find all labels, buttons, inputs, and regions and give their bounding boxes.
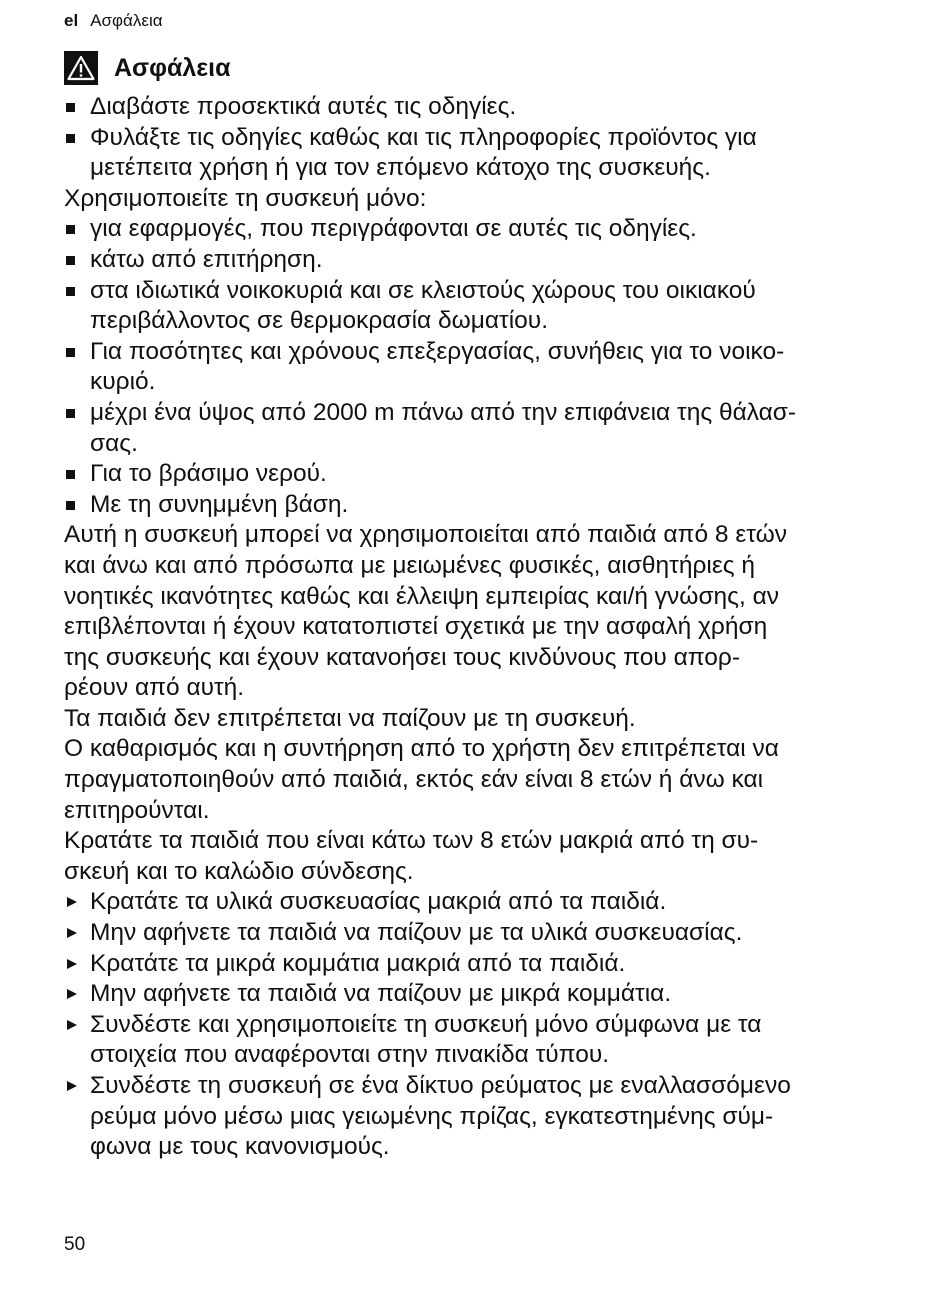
- list-item-text: κάτω από επιτήρηση.: [90, 245, 323, 273]
- action-item: [64, 979, 934, 1010]
- cleaning-paragraph: [64, 734, 934, 826]
- paragraph-line: Αυτή η συσκευή μπορεί να χρησιμοποιείται από παιδιά από 8 ετών: [64, 521, 787, 549]
- action-item-text: Μην αφήνετε τα παιδιά να παίζουν με μικρά κομμάτια.: [90, 980, 672, 1008]
- keep-away-paragraph: [64, 826, 934, 887]
- list-item-text: στα ιδιωτικά νοικοκυριά και σε κλειστούς χώρους του οικιακού: [90, 276, 756, 304]
- square-bullet-icon: [66, 348, 75, 357]
- action-steps-list: [64, 887, 934, 1162]
- list-item-text: Φυλάξτε τις οδηγίες καθώς και τις πληροφορίες προϊόντος για: [90, 123, 757, 151]
- paragraph-line: σκευή και το καλώδιο σύνδεσης.: [64, 857, 414, 885]
- action-item: [64, 887, 934, 918]
- square-bullet-icon: [66, 256, 75, 265]
- list-item-text: μετέπειτα χρήση ή για τον επόμενο κάτοχο της συσκευής.: [90, 154, 711, 182]
- paragraph-line: Ο καθαρισμός και η συντήρηση από το χρήστη δεν επιτρέπεται να: [64, 735, 779, 763]
- list-item-text: περιβάλλοντος σε θερμοκρασία δωματίου.: [90, 307, 548, 335]
- paragraph-line: επιβλέπονται ή έχουν κατατοπιστεί σχετικά με την ασφαλή χρήση: [64, 613, 768, 641]
- list-item: [64, 92, 934, 123]
- square-bullet-icon: [66, 287, 75, 296]
- triangle-arrow-icon: [67, 897, 77, 907]
- section-heading: [64, 50, 231, 86]
- warning-triangle-icon: [64, 51, 98, 85]
- square-bullet-icon: [66, 409, 75, 418]
- triangle-arrow-icon: [67, 989, 77, 999]
- paragraph-line: ρέουν από αυτή.: [64, 674, 245, 702]
- action-item: [64, 949, 934, 980]
- action-item: [64, 918, 934, 949]
- intended-use-intro: Χρησιμοποιείτε τη συσκευή μόνο:: [64, 184, 427, 212]
- section-title: Ασφάλεια: [114, 54, 231, 82]
- list-item-text: για εφαρμογές, που περιγράφονται σε αυτές τις οδηγίες.: [90, 215, 697, 243]
- list-item: [64, 398, 934, 459]
- reading-instructions-list: [64, 92, 934, 184]
- paragraph-line: πραγματοποιηθούν από παιδιά, εκτός εάν είναι 8 ετών ή άνω και: [64, 766, 764, 794]
- running-header: [64, 10, 163, 32]
- action-item-text: φωνα με τους κανονισμούς.: [90, 1133, 390, 1161]
- paragraph-line: επιτηρούνται.: [64, 796, 210, 824]
- action-item-text: ρεύμα μόνο μέσω μιας γειωμένης πρίζας, εγκατεστημένης σύμ-: [90, 1102, 774, 1130]
- action-item-text: Κρατάτε τα υλικά συσκευασίας μακριά από τα παιδιά.: [90, 888, 667, 916]
- square-bullet-icon: [66, 501, 75, 510]
- children-play-paragraph: Τα παιδιά δεν επιτρέπεται να παίζουν με τη συσκευή.: [64, 704, 636, 732]
- action-item: [64, 1010, 934, 1071]
- paragraph-line: νοητικές ικανότητες καθώς και έλλειψη εμπειρίας και/ή γνώσης, αν: [64, 582, 780, 610]
- list-item: [64, 245, 934, 276]
- paragraph-line: Κρατάτε τα παιδιά που είναι κάτω των 8 ετών μακριά από τη συ-: [64, 827, 759, 855]
- list-item: [64, 459, 934, 490]
- children-usage-paragraph: [64, 520, 934, 704]
- header-section-title: Ασφάλεια: [90, 11, 163, 30]
- square-bullet-icon: [66, 103, 75, 112]
- list-item-text: Διαβάστε προσεκτικά αυτές τις οδηγίες.: [90, 93, 517, 120]
- square-bullet-icon: [66, 225, 75, 234]
- action-item-text: στοιχεία που αναφέρονται στην πινακίδα τύπου.: [90, 1041, 610, 1069]
- list-item: [64, 490, 934, 521]
- triangle-arrow-icon: [67, 959, 77, 969]
- triangle-arrow-icon: [67, 1081, 77, 1091]
- intended-use-list: [64, 214, 934, 520]
- list-item-text: Με τη συνημμένη βάση.: [90, 490, 349, 518]
- action-item-text: Κρατάτε τα μικρά κομμάτια μακριά από τα παιδιά.: [90, 949, 626, 977]
- list-item-text: μέχρι ένα ύψος από 2000 m πάνω από την επιφάνεια της θάλασ-: [90, 398, 797, 426]
- list-item: [64, 214, 934, 245]
- language-code: el: [64, 11, 79, 30]
- safety-content: [64, 92, 934, 1163]
- page-number: 50: [64, 1234, 86, 1255]
- paragraph-line: και άνω και από πρόσωπα με μειωμένες φυσικές, αισθητήριες ή: [64, 551, 756, 579]
- action-item-text: Μην αφήνετε τα παιδιά να παίζουν με τα υλικά συσκευασίας.: [90, 919, 743, 947]
- list-item-text: Για το βράσιμο νερού.: [90, 460, 327, 488]
- paragraph-line: της συσκευής και έχουν κατανοήσει τους κινδύνους που απορ-: [64, 643, 741, 671]
- square-bullet-icon: [66, 134, 75, 143]
- list-item: [64, 337, 934, 398]
- list-item-text: κυριό.: [90, 368, 156, 396]
- list-item-text: Για ποσότητες και χρόνους επεξεργασίας, συνήθεις για το νοικο-: [90, 337, 785, 365]
- triangle-arrow-icon: [67, 928, 77, 938]
- action-item: [64, 1071, 934, 1163]
- list-item-text: σας.: [90, 429, 138, 457]
- action-item-text: Συνδέστε τη συσκευή σε ένα δίκτυο ρεύματος με εναλλασσόμενο: [90, 1072, 791, 1099]
- square-bullet-icon: [66, 470, 75, 479]
- list-item: [64, 123, 934, 184]
- action-item-text: Συνδέστε και χρησιμοποιείτε τη συσκευή μόνο σύμφωνα με τα: [90, 1010, 762, 1038]
- triangle-arrow-icon: [67, 1020, 77, 1030]
- list-item: [64, 276, 934, 337]
